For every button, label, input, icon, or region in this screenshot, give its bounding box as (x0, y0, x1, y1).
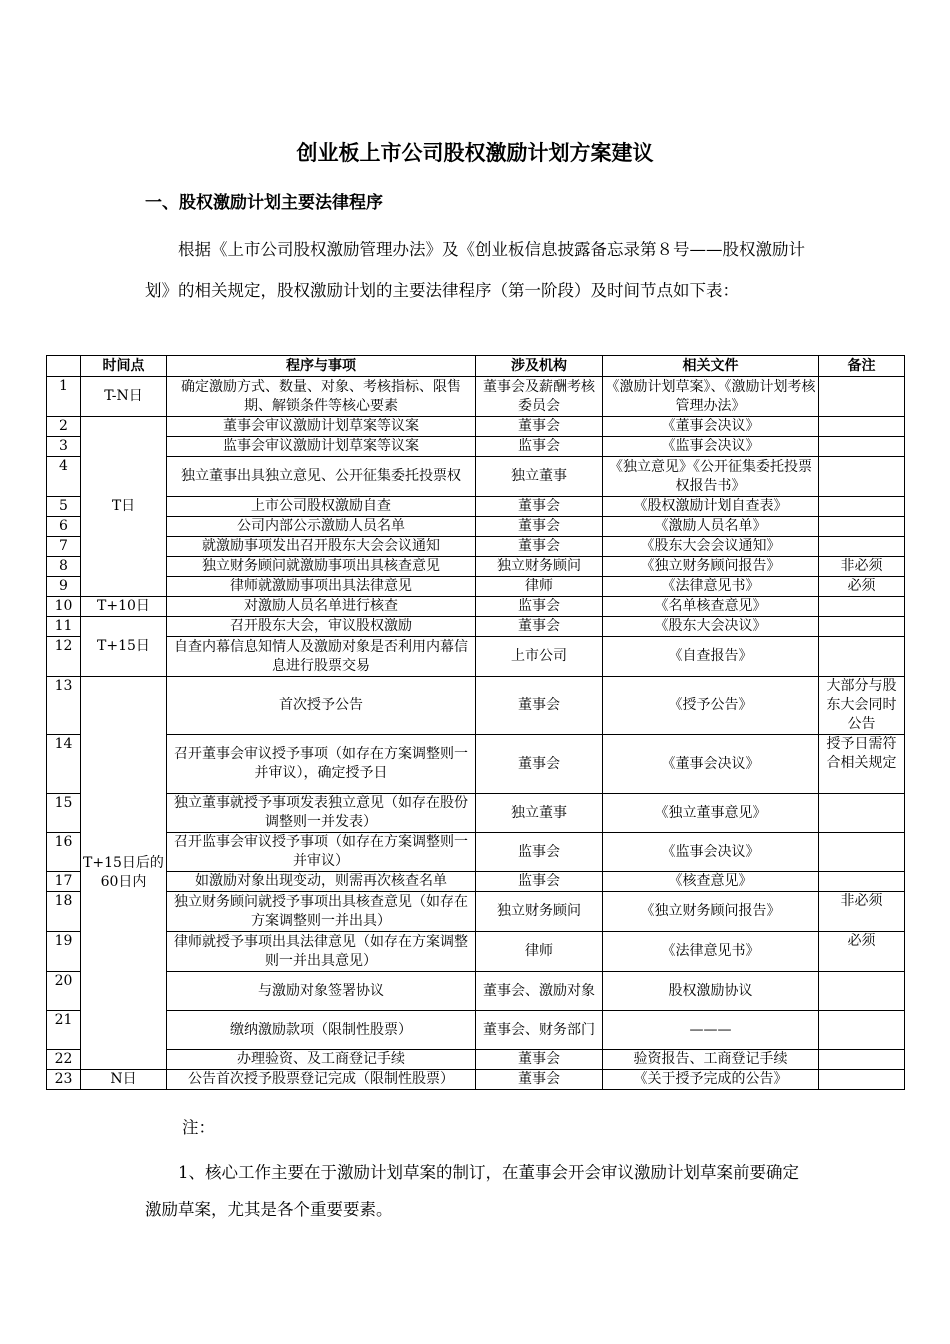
time-cell: T+10日 (81, 597, 167, 617)
step-cell: 就激励事项发出召开股东大会会议通知 (167, 537, 476, 557)
doc-cell: 《名单核查意见》 (603, 597, 819, 617)
note-cell: 非必须 (819, 557, 905, 577)
org-cell: 监事会 (476, 437, 603, 457)
time-cell: T+15日 (81, 617, 167, 677)
note-cell (819, 517, 905, 537)
doc-cell: 《独立财务顾问报告》 (603, 892, 819, 932)
doc-cell: 《独立财务顾问报告》 (603, 557, 819, 577)
step-cell: 律师就激励事项出具法律意见 (167, 577, 476, 597)
doc-cell: 验资报告、工商登记手续 (603, 1050, 819, 1070)
table-row (47, 872, 905, 892)
row-number: 16 (47, 833, 81, 872)
table-row (47, 833, 905, 872)
header-index (47, 356, 81, 377)
org-cell: 董事会 (476, 517, 603, 537)
step-cell: 独立财务顾问就激励事项出具核查意见 (167, 557, 476, 577)
note-cell (819, 377, 905, 417)
org-cell: 独立财务顾问 (476, 557, 603, 577)
org-cell: 董事会 (476, 677, 603, 735)
step-cell: 召开股东大会，审议股权激励 (167, 617, 476, 637)
table-row (47, 497, 905, 517)
note-cell (819, 617, 905, 637)
org-cell: 律师 (476, 932, 603, 972)
table-row (47, 794, 905, 833)
table-row (47, 637, 905, 677)
doc-cell: 《股权激励计划自查表》 (603, 497, 819, 517)
step-cell: 如激励对象出现变动，则需再次核查名单 (167, 872, 476, 892)
note-cell (819, 437, 905, 457)
note-cell (819, 497, 905, 517)
step-cell: 对激励人员名单进行核查 (167, 597, 476, 617)
row-number: 6 (47, 517, 81, 537)
doc-cell: 《关于授予完成的公告》 (603, 1070, 819, 1090)
org-cell: 上市公司 (476, 637, 603, 677)
row-number: 2 (47, 417, 81, 437)
row-number: 14 (47, 735, 81, 794)
row-number: 10 (47, 597, 81, 617)
note-cell (819, 597, 905, 617)
org-cell: 董事会、激励对象 (476, 972, 603, 1011)
table-row (47, 1011, 905, 1050)
table-row (47, 597, 905, 617)
header-time: 时间点 (81, 356, 167, 377)
org-cell: 董事会 (476, 1070, 603, 1090)
row-number: 5 (47, 497, 81, 517)
note-cell (819, 794, 905, 833)
header-step: 程序与事项 (167, 356, 476, 377)
doc-cell: 《董事会决议》 (603, 417, 819, 437)
header-doc: 相关文件 (603, 356, 819, 377)
row-number: 18 (47, 892, 81, 932)
note-cell (819, 637, 905, 677)
table-row (47, 457, 905, 497)
row-number: 19 (47, 932, 81, 972)
doc-cell: 《监事会决议》 (603, 833, 819, 872)
org-cell: 律师 (476, 577, 603, 597)
row-number: 21 (47, 1011, 81, 1050)
doc-cell: 《授予公告》 (603, 677, 819, 735)
row-number: 3 (47, 437, 81, 457)
step-cell: 召开董事会审议授予事项（如存在方案调整则一并审议），确定授予日 (167, 735, 476, 794)
time-cell: T-N日 (81, 377, 167, 417)
table-row (47, 735, 905, 794)
row-number: 22 (47, 1050, 81, 1070)
org-cell: 董事会 (476, 497, 603, 517)
note-cell (819, 537, 905, 557)
row-number: 23 (47, 1070, 81, 1090)
org-cell: 独立董事 (476, 794, 603, 833)
table-row (47, 1050, 905, 1070)
step-cell: 律师就授予事项出具法律意见（如存在方案调整则一并出具意见） (167, 932, 476, 972)
org-cell: 独立董事 (476, 457, 603, 497)
org-cell: 董事会 (476, 735, 603, 794)
note-cell (819, 833, 905, 872)
time-cell: T+15日后的60日内 (81, 677, 167, 1070)
step-cell: 独立财务顾问就授予事项出具核查意见（如存在方案调整则一并出具） (167, 892, 476, 932)
note-cell (819, 872, 905, 892)
note-cell (819, 1011, 905, 1050)
note-cell (819, 417, 905, 437)
table-row (47, 417, 905, 437)
step-cell: 公告首次授予股票登记完成（限制性股票） (167, 1070, 476, 1090)
table-row (47, 617, 905, 637)
procedure-table (46, 355, 905, 1090)
step-cell: 缴纳激励款项（限制性股票） (167, 1011, 476, 1050)
table-row (47, 972, 905, 1011)
row-number: 15 (47, 794, 81, 833)
doc-cell: 《股东大会会议通知》 (603, 537, 819, 557)
step-cell: 与激励对象签署协议 (167, 972, 476, 1011)
step-cell: 独立董事出具独立意见、公开征集委托投票权 (167, 457, 476, 497)
step-cell: 公司内部公示激励人员名单 (167, 517, 476, 537)
row-number: 1 (47, 377, 81, 417)
doc-cell: 《激励计划草案》、《激励计划考核管理办法》 (603, 377, 819, 417)
table-row (47, 892, 905, 932)
row-number: 8 (47, 557, 81, 577)
step-cell: 办理验资、及工商登记手续 (167, 1050, 476, 1070)
time-cell: N日 (81, 1070, 167, 1090)
doc-cell: 《独立意见》《公开征集委托投票权报告书》 (603, 457, 819, 497)
org-cell: 监事会 (476, 597, 603, 617)
doc-cell: 《法律意见书》 (603, 932, 819, 972)
intro-paragraph: 根据《上市公司股权激励管理办法》及《创业板信息披露备忘录第８号——股权激励计划》的相关规定，股权激励计划的主要法律程序（第一阶段）及时间节点如下表： (145, 240, 805, 300)
row-number: 12 (47, 637, 81, 677)
row-number: 11 (47, 617, 81, 637)
step-cell: 自查内幕信息知情人及激励对象是否利用内幕信息进行股票交易 (167, 637, 476, 677)
table-row (47, 377, 905, 417)
step-cell: 首次授予公告 (167, 677, 476, 735)
org-cell: 董事会 (476, 1050, 603, 1070)
note-cell: 大部分与股东大会同时公告 (819, 677, 905, 735)
row-number: 13 (47, 677, 81, 735)
note-cell (819, 1050, 905, 1070)
doc-cell: ——— (603, 1011, 819, 1050)
note-cell: 授予日需符合相关规定 (819, 735, 905, 794)
note-cell: 非必须 (819, 892, 905, 932)
table-row (47, 437, 905, 457)
table-row (47, 537, 905, 557)
table-row (47, 1070, 905, 1090)
page-title: 创业板上市公司股权激励计划方案建议 (296, 141, 654, 165)
org-cell: 监事会 (476, 833, 603, 872)
step-cell: 董事会审议激励计划草案等议案 (167, 417, 476, 437)
doc-cell: 《法律意见书》 (603, 577, 819, 597)
table-row (47, 557, 905, 577)
row-number: 9 (47, 577, 81, 597)
org-cell: 董事会 (476, 417, 603, 437)
row-number: 20 (47, 972, 81, 1011)
org-cell: 独立财务顾问 (476, 892, 603, 932)
table-row (47, 517, 905, 537)
note-paragraph: 1、核心工作主要在于激励计划草案的制订，在董事会开会审议激励计划草案前要确定激励草案，尤其是各个重要要素。 (145, 1163, 799, 1219)
table-header-row (47, 356, 905, 377)
org-cell: 董事会 (476, 617, 603, 637)
org-cell: 董事会 (476, 537, 603, 557)
step-cell: 召开监事会审议授予事项（如存在方案调整则一并审议） (167, 833, 476, 872)
note-cell: 必须 (819, 577, 905, 597)
doc-cell: 《独立董事意见》 (603, 794, 819, 833)
time-cell: T日 (81, 417, 167, 597)
step-cell: 独立董事就授予事项发表独立意见（如存在股份调整则一并发表） (167, 794, 476, 833)
doc-cell: 股权激励协议 (603, 972, 819, 1011)
row-number: 7 (47, 537, 81, 557)
note-cell (819, 1070, 905, 1090)
org-cell: 董事会、财务部门 (476, 1011, 603, 1050)
org-cell: 监事会 (476, 872, 603, 892)
row-number: 4 (47, 457, 81, 497)
doc-cell: 《激励人员名单》 (603, 517, 819, 537)
table-row (47, 677, 905, 735)
section-heading: 一、股权激励计划主要法律程序 (145, 193, 383, 213)
step-cell: 确定激励方式、数量、对象、考核指标、限售期、解锁条件等核心要素 (167, 377, 476, 417)
org-cell: 董事会及薪酬考核委员会 (476, 377, 603, 417)
doc-cell: 《核查意见》 (603, 872, 819, 892)
table-row (47, 577, 905, 597)
doc-cell: 《董事会决议》 (603, 735, 819, 794)
table-row (47, 932, 905, 972)
doc-cell: 《监事会决议》 (603, 437, 819, 457)
row-number: 17 (47, 872, 81, 892)
step-cell: 上市公司股权激励自查 (167, 497, 476, 517)
header-org: 涉及机构 (476, 356, 603, 377)
note-cell (819, 972, 905, 1011)
note-cell (819, 457, 905, 497)
note-cell: 必须 (819, 932, 905, 972)
doc-cell: 《自查报告》 (603, 637, 819, 677)
header-note: 备注 (819, 356, 905, 377)
note-label: 注： (182, 1118, 215, 1137)
doc-cell: 《股东大会决议》 (603, 617, 819, 637)
step-cell: 监事会审议激励计划草案等议案 (167, 437, 476, 457)
